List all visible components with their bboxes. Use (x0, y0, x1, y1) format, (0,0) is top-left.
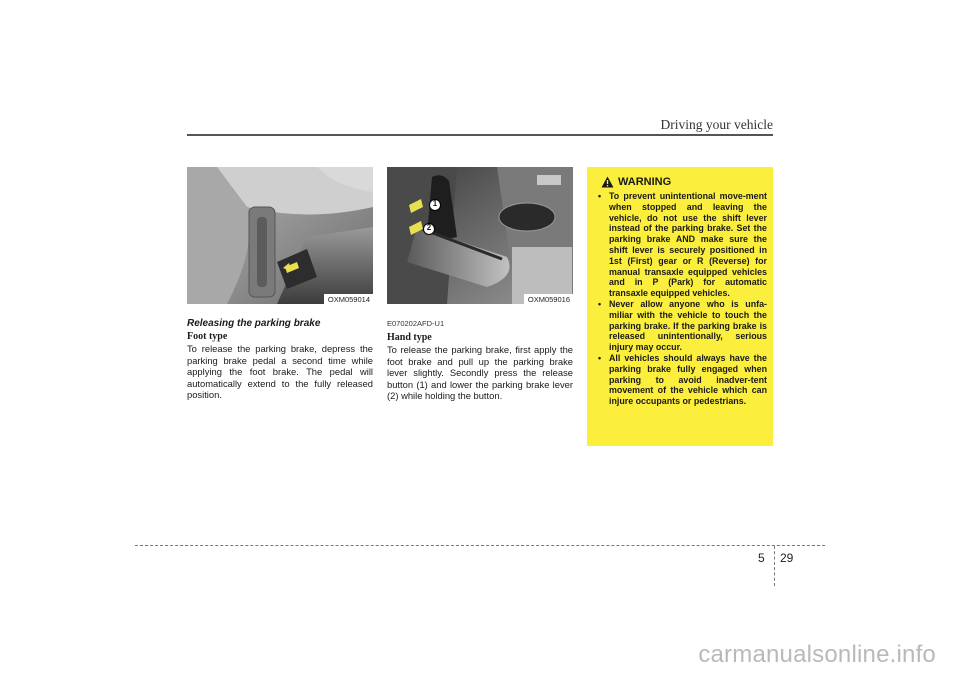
section-title: Driving your vehicle (660, 117, 773, 132)
warning-title: WARNING (618, 176, 672, 188)
hand-brake-illustration (387, 167, 573, 304)
warning-item: • To prevent unintentional move-ment when stopped and leaving the vehicle, do not use the shift lever instead of the parking brake. Set the parking brake AND make sure the shift lever is securely positioned in 1st (First) gear or R (Reverse) for manual transaxle equipped vehicles and in P (Park) for automatic transaxle equipped vehicles. (597, 191, 767, 299)
warning-item: • Never allow anyone who is unfa-miliar with the vehicle to touch the parking brake. If the parking brake is released unintentionally, serious injury may occur. (597, 299, 767, 353)
hand-type-label: Hand type (387, 332, 432, 344)
callout-2: 2 (426, 223, 432, 232)
photo-caption: OXM059016 (524, 294, 573, 304)
hand-brake-photo (387, 167, 573, 304)
subsection-heading: Releasing the parking brake (187, 318, 321, 329)
warning-header (601, 176, 767, 188)
warning-triangle-icon (601, 176, 614, 188)
header-rule (187, 134, 773, 136)
watermark: carmanualsonline.info (698, 641, 936, 668)
warning-box (587, 167, 773, 446)
document-code: E070202AFD-U1 (387, 319, 445, 328)
chapter-number: 5 (758, 551, 765, 565)
middle-text-column (387, 318, 573, 401)
page-number: 29 (780, 551, 794, 565)
footer-rule (135, 545, 825, 546)
left-text-column (187, 318, 373, 400)
foot-brake-photo (187, 167, 373, 304)
hand-type-body: To release the parking brake, first apply the foot brake and pull up the parking brake lever slightly. Secondly press the release button (1) and lower the parking brake lever (2) while holding the button. (387, 344, 573, 402)
foot-type-body: To release the parking brake, depress the parking brake pedal a second time while applying the foot brake. The pedal will automatically extend to the fully released position. (187, 343, 373, 401)
warning-list (597, 191, 767, 407)
warning-item: • All vehicles should always have the parking brake fully engaged when parking to avoid inadver-tent movement of the vehicle which can injure occupants or pedestrians. (597, 353, 767, 407)
photo-caption: OXM059014 (324, 294, 373, 304)
footer-divider (774, 546, 775, 586)
foot-brake-illustration (187, 167, 373, 304)
callout-1: 1 (432, 199, 438, 208)
foot-type-label: Foot type (187, 331, 228, 343)
